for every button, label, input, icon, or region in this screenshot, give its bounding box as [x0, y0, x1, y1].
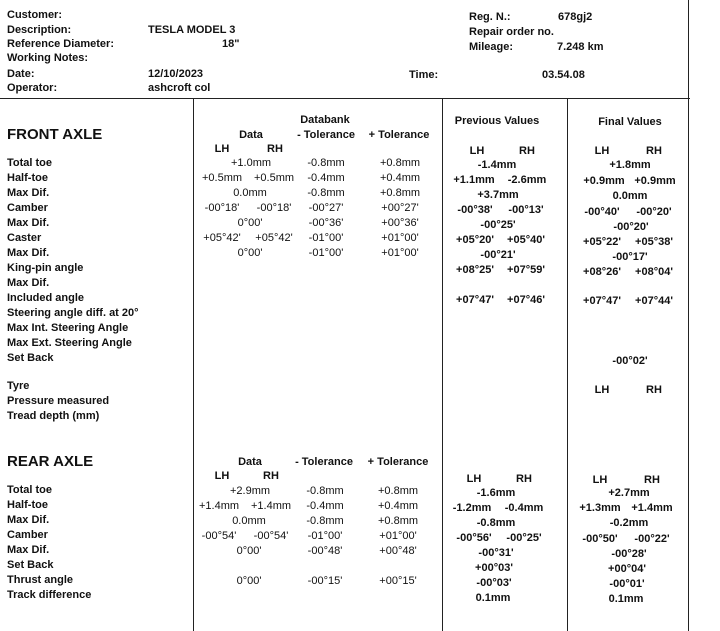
value-cell: +1.0mm — [230, 157, 272, 169]
row-label: Tyre — [7, 380, 30, 392]
value-cell: +00°03' — [475, 562, 513, 574]
operator-label: Operator: — [7, 82, 58, 94]
value-cell: -00°18' — [204, 202, 240, 214]
value-cell: +1.4mm — [198, 500, 240, 512]
row-label: Caster — [7, 232, 42, 244]
final-values-header: Final Values — [598, 116, 662, 128]
value-cell: +0.4mm — [379, 172, 421, 184]
value-cell: -00°15' — [307, 575, 343, 587]
value-cell: -00°28' — [611, 548, 647, 560]
value-cell: +07°44' — [635, 295, 673, 307]
previous-values-header: Previous Values — [454, 115, 540, 127]
value-cell: +07°47' — [456, 294, 494, 306]
ref-diameter-value: 18" — [222, 38, 240, 50]
row-label: Max Dif. — [7, 247, 50, 259]
front-data-rh: RH — [267, 143, 283, 155]
row-label: Total toe — [7, 157, 53, 169]
value-cell: +3.7mm — [477, 189, 519, 201]
value-cell: 0°00' — [236, 575, 262, 587]
value-cell: -0.8mm — [307, 187, 345, 199]
rear-prev-rh: RH — [516, 473, 532, 485]
row-label: Total toe — [7, 484, 53, 496]
repair-order-label: Repair order no. — [469, 26, 554, 38]
rear-data-header: Data — [238, 456, 262, 468]
value-cell: -00°21' — [480, 249, 516, 261]
value-cell: -0.8mm — [476, 517, 516, 529]
row-label: Set Back — [7, 352, 54, 364]
operator-value: ashcroft col — [148, 82, 211, 94]
header-divider — [0, 98, 690, 99]
value-cell: +1.3mm — [579, 502, 621, 514]
value-cell: -1.2mm — [452, 502, 492, 514]
value-cell: +07°46' — [507, 294, 545, 306]
value-cell: -00°48' — [307, 545, 343, 557]
value-cell: -00°38' — [457, 204, 493, 216]
row-label: Max Ext. Steering Angle — [7, 337, 132, 349]
reg-value: 678gj2 — [558, 11, 593, 23]
tyre-lh: LH — [594, 384, 610, 396]
value-cell: -00°50' — [582, 533, 618, 545]
value-cell: +07°59' — [507, 264, 545, 276]
front-prev-lh: LH — [469, 145, 485, 157]
row-label: Pressure measured — [7, 395, 110, 407]
front-minus-tolerance-header: - Tolerance — [297, 129, 355, 141]
value-cell: -00°18' — [256, 202, 292, 214]
ref-diameter-label: Reference Diameter: — [7, 38, 114, 50]
value-cell: -0.2mm — [609, 517, 649, 529]
date-value: 12/10/2023 — [148, 68, 204, 80]
value-cell: +05°40' — [507, 234, 545, 246]
value-cell: +1.8mm — [609, 159, 651, 171]
value-cell: 0.1mm — [608, 593, 644, 605]
data-column-divider — [193, 98, 194, 631]
front-plus-tolerance-header: + Tolerance — [368, 129, 430, 141]
row-label: Camber — [7, 202, 48, 214]
row-label: Max Dif. — [7, 544, 50, 556]
value-cell: 0.1mm — [475, 592, 511, 604]
time-value: 03.54.08 — [542, 69, 585, 81]
value-cell: +01°00' — [379, 530, 417, 542]
value-cell: +0.8mm — [379, 187, 421, 199]
value-cell: +08°04' — [635, 266, 673, 278]
value-cell: -00°03' — [476, 577, 512, 589]
description-value: TESLA MODEL 3 — [148, 24, 236, 36]
value-cell: +05°38' — [635, 236, 673, 248]
value-cell: +0.8mm — [377, 515, 419, 527]
front-prev-rh: RH — [519, 145, 535, 157]
value-cell: -00°02' — [612, 355, 648, 367]
front-final-rh: RH — [646, 145, 662, 157]
value-cell: -00°01' — [609, 578, 645, 590]
right-border — [688, 0, 689, 631]
value-cell: 0.0mm — [232, 515, 266, 527]
row-label: Half-toe — [7, 172, 48, 184]
value-cell: +05°42' — [203, 232, 241, 244]
value-cell: +05°42' — [255, 232, 293, 244]
value-cell: +0.8mm — [379, 157, 421, 169]
value-cell: +1.1mm — [453, 174, 495, 186]
front-data-header: Data — [239, 129, 263, 141]
value-cell: +0.5mm — [253, 172, 295, 184]
value-cell: -00°22' — [634, 533, 670, 545]
row-label: Steering angle diff. at 20° — [7, 307, 139, 319]
rear-plus-tolerance-header: + Tolerance — [367, 456, 429, 468]
value-cell: 0°00' — [237, 247, 263, 259]
row-label: Included angle — [7, 292, 85, 304]
value-cell: 0°00' — [237, 217, 263, 229]
row-label: Half-toe — [7, 499, 48, 511]
value-cell: +1.4mm — [250, 500, 292, 512]
value-cell: +0.9mm — [583, 175, 625, 187]
value-cell: +0.4mm — [377, 500, 419, 512]
value-cell: -00°17' — [612, 251, 648, 263]
row-label: Max Int. Steering Angle — [7, 322, 129, 334]
rear-axle-title: REAR AXLE — [7, 453, 94, 470]
row-label: Max Dif. — [7, 277, 50, 289]
value-cell: +1.4mm — [631, 502, 673, 514]
value-cell: -2.6mm — [507, 174, 547, 186]
previous-column-divider — [442, 98, 443, 631]
front-final-lh: LH — [594, 145, 610, 157]
rear-data-rh: RH — [263, 470, 279, 482]
customer-label: Customer: — [7, 9, 63, 21]
rear-prev-lh: LH — [466, 473, 482, 485]
value-cell: -00°54' — [201, 530, 237, 542]
row-label: Max Dif. — [7, 514, 50, 526]
mileage-value: 7.248 km — [557, 41, 604, 53]
value-cell: -0.8mm — [306, 485, 344, 497]
value-cell: -01°00' — [308, 247, 344, 259]
value-cell: +00°48' — [379, 545, 417, 557]
date-label: Date: — [7, 68, 35, 80]
value-cell: +00°04' — [608, 563, 646, 575]
value-cell: 0.0mm — [612, 190, 648, 202]
value-cell: -00°36' — [308, 217, 344, 229]
row-label: Track difference — [7, 589, 92, 601]
value-cell: +00°36' — [381, 217, 419, 229]
value-cell: -0.8mm — [306, 515, 344, 527]
value-cell: -0.4mm — [504, 502, 544, 514]
value-cell: -0.8mm — [307, 157, 345, 169]
row-label: Max Dif. — [7, 217, 50, 229]
value-cell: +08°25' — [456, 264, 494, 276]
value-cell: -1.4mm — [477, 159, 517, 171]
value-cell: +05°20' — [456, 234, 494, 246]
value-cell: -00°20' — [636, 206, 672, 218]
front-axle-title: FRONT AXLE — [7, 126, 103, 143]
value-cell: -00°20' — [613, 221, 649, 233]
value-cell: -00°56' — [456, 532, 492, 544]
value-cell: +01°00' — [381, 232, 419, 244]
value-cell: +2.7mm — [608, 487, 650, 499]
value-cell: 0°00' — [236, 545, 262, 557]
value-cell: -1.6mm — [476, 487, 516, 499]
rear-minus-tolerance-header: - Tolerance — [295, 456, 353, 468]
final-column-divider — [567, 98, 568, 631]
value-cell: -01°00' — [307, 530, 343, 542]
mileage-label: Mileage: — [469, 41, 514, 53]
value-cell: +0.5mm — [201, 172, 243, 184]
value-cell: -00°40' — [584, 206, 620, 218]
value-cell: +01°00' — [381, 247, 419, 259]
value-cell: +08°26' — [583, 266, 621, 278]
rear-data-lh: LH — [214, 470, 230, 482]
value-cell: -0.4mm — [306, 500, 344, 512]
row-label: King-pin angle — [7, 262, 84, 274]
value-cell: -00°25' — [506, 532, 542, 544]
row-label: Set Back — [7, 559, 54, 571]
value-cell: 0.0mm — [233, 187, 267, 199]
tyre-rh: RH — [646, 384, 662, 396]
value-cell: -00°25' — [480, 219, 516, 231]
front-data-lh: LH — [214, 143, 230, 155]
time-label: Time: — [409, 69, 439, 81]
rear-final-rh: RH — [644, 474, 660, 486]
value-cell: +0.8mm — [377, 485, 419, 497]
value-cell: -01°00' — [308, 232, 344, 244]
value-cell: +05°22' — [583, 236, 621, 248]
row-label: Thrust angle — [7, 574, 74, 586]
value-cell: -0.4mm — [307, 172, 345, 184]
description-label: Description: — [7, 24, 72, 36]
value-cell: +2.9mm — [229, 485, 271, 497]
value-cell: +07°47' — [583, 295, 621, 307]
value-cell: +00°15' — [379, 575, 417, 587]
value-cell: -00°27' — [308, 202, 344, 214]
databank-header: Databank — [300, 114, 350, 126]
row-label: Camber — [7, 529, 48, 541]
value-cell: +0.9mm — [634, 175, 676, 187]
rear-final-lh: LH — [592, 474, 608, 486]
reg-label: Reg. N.: — [469, 11, 511, 23]
working-notes-label: Working Notes: — [7, 52, 89, 64]
value-cell: -00°31' — [478, 547, 514, 559]
row-label: Tread depth (mm) — [7, 410, 100, 422]
value-cell: +00°27' — [381, 202, 419, 214]
row-label: Max Dif. — [7, 187, 50, 199]
value-cell: -00°54' — [253, 530, 289, 542]
value-cell: -00°13' — [508, 204, 544, 216]
